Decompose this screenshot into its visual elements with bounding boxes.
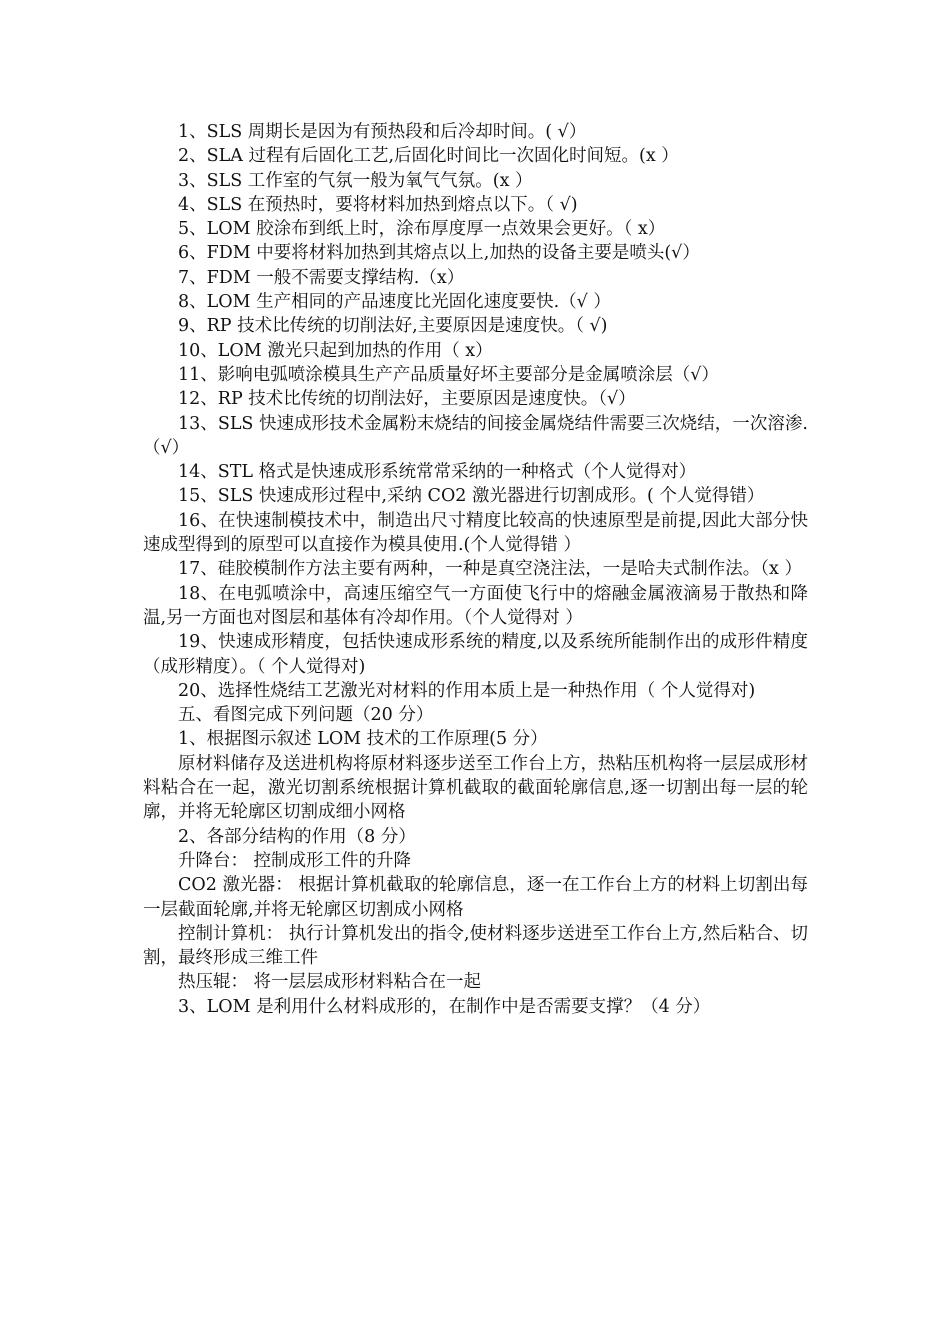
question-14: 14、STL 格式是快速成形系统常常采纳的一种格式（个人觉得对）	[178, 462, 697, 483]
answer-2-hot-roller: 热压辊： 将一层层成形材料粘合在一起	[178, 972, 482, 993]
question-18: 18、在电弧喷涂中，高速压缩空气一方面使飞行中的熔融金属液滴易于散热和降温,另一方面也对图层和基体有冷却作用。（个人觉得对 ）	[143, 583, 808, 628]
sub-question-3: 3、LOM 是利用什么材料成形的，在制作中是否需要支撑？（4 分）	[178, 996, 711, 1017]
sub-question-1: 1、根据图示叙述 LOM 技术的工作原理(5 分）	[178, 729, 548, 750]
answer-1: 原材料储存及送进机构将原材料逐步送至工作台上方，热粘压机构将一层层成形材料粘合在一起，激光切割系统根据计算机截取的截面轮廓信息,逐一切割出每一层的轮廓，并将无轮廓区切割成细小网格	[143, 753, 808, 823]
question-4: 4、SLS 在预热时，要将材料加热到熔点以下。（ √)	[178, 194, 578, 215]
question-3: 3、SLS 工作室的气氛一般为氧气气氛。(x ）	[178, 170, 533, 191]
question-17: 17、硅胶模制作方法主要有两种，一种是真空浇注法，一是哈夫式制作法。（x ）	[178, 559, 802, 580]
question-7: 7、FDM 一般不需要支撑结构.（x）	[178, 267, 465, 288]
question-1: 1、SLS 周期长是因为有预热段和后冷却时间。( √）	[178, 122, 587, 142]
question-2: 2、SLA 过程有后固化工艺,后固化时间比一次固化时间短。(x ）	[178, 146, 679, 167]
answer-2-lift-table: 升降台： 控制成形工件的升降	[178, 850, 412, 871]
question-5: 5、LOM 胶涂布到纸上时，涂布厚度厚一点效果会更好。（ x）	[178, 219, 666, 240]
answer-2-co2-laser: CO2 激光器： 根据计算机截取的轮廓信息，逐一在工作台上方的材料上切割出每一层截面轮廓,并将无轮廓区切割成小网格	[143, 875, 808, 920]
question-12: 12、RP 技术比传统的切削法好，主要原因是速度快。（√）	[178, 389, 636, 410]
question-10: 10、LOM 激光只起到加热的作用（ x）	[178, 340, 493, 361]
answer-2-control-computer: 控制计算机： 执行计算机发出的指令,使材料逐步送进至工作台上方,然后粘合、切割，最终形成三维工件	[143, 923, 808, 969]
document-body	[143, 120, 808, 1019]
question-9: 9、RP 技术比传统的切削法好,主要原因是速度快。（ √)	[178, 316, 608, 337]
sub-question-2: 2、各部分结构的作用（8 分）	[178, 826, 416, 847]
question-8: 8、LOM 生产相同的产品速度比光固化速度要快.（√ ）	[178, 292, 611, 313]
question-19: 19、快速成形精度，包括快速成形系统的精度,以及系统所能制作出的成形件精度（成形精度）。（ 个人觉得对)	[143, 632, 808, 677]
question-20: 20、选择性烧结工艺激光对材料的作用本质上是一种热作用（ 个人觉得对)	[178, 680, 756, 701]
question-6: 6、FDM 中要将材料加热到其熔点以上,加热的设备主要是喷头(√）	[178, 243, 700, 264]
question-11: 11、影响电弧喷涂模具生产产品质量好坏主要部分是金属喷涂层（√）	[178, 364, 719, 385]
question-16: 16、在快速制模技术中，制造出尺寸精度比较高的快速原型是前提,因此大部分快速成型得到的原型可以直接作为模具使用.(个人觉得错 ）	[143, 510, 808, 556]
question-13: 13、SLS 快速成形技术金属粉末烧结的间接金属烧结件需要三次烧结，一次溶渗.（√）	[143, 413, 808, 458]
section-heading: 五、看图完成下列问题（20 分）	[178, 705, 434, 726]
question-15: 15、SLS 快速成形过程中,采纳 CO2 激光器进行切割成形。( 个人觉得错）	[178, 486, 765, 507]
